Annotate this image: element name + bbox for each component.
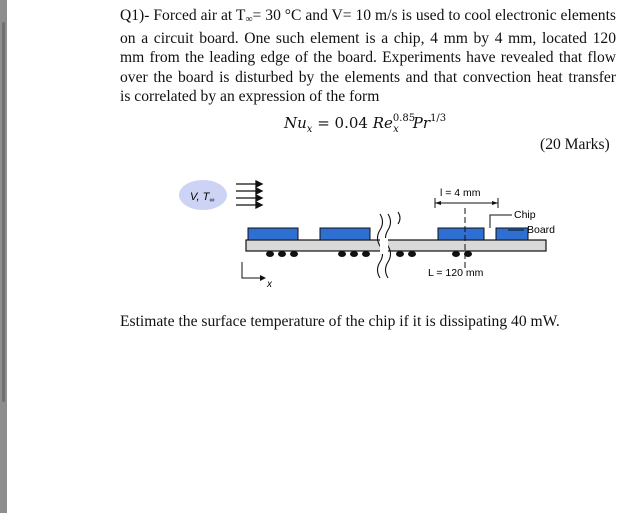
question-line-4: over the board is disturbed by the elements and that convection heat transfer [120, 68, 616, 86]
chip-label: Chip [514, 209, 536, 221]
chip-board-diagram [170, 170, 590, 295]
question-line-5: is correlated by an expression of the form [120, 87, 380, 105]
nusselt-correlation-formula: $Nu_x = 0.04$ $Re^{0.85}_x$ $Pr^{1/3}$ [284, 113, 447, 135]
board-label: Board [527, 224, 556, 236]
marks-label: (20 Marks) [540, 136, 610, 153]
flow-arrows [236, 181, 262, 208]
page-edge-scroll-indicator [2, 22, 5, 402]
question-line-3: mm from the leading edge of the board. Experiments have revealed that flow [120, 49, 616, 67]
board-break-gap [380, 238, 388, 254]
x-axis [242, 262, 260, 278]
chip-leader [490, 215, 512, 228]
x-axis-label: x [267, 279, 272, 290]
task-text: Estimate the surface temperature of the chip if it is dissipating 40 mW. [120, 313, 560, 330]
location-label: L = 120 mm [428, 267, 484, 279]
question-text [120, 6, 616, 106]
page-edge-bar [0, 0, 7, 513]
components-bottom [266, 251, 472, 257]
question-line-1: Q1)- Forced air at $T_\infty= 30$ °C and V= 10 m/s is used to cool electronic elements [120, 7, 616, 25]
flow-label: V, T∞ [190, 191, 215, 204]
question-line-2: on a circuit board. One such element is a chip, 4 mm by 4 mm, located 120 [120, 30, 616, 48]
circuit-board [246, 240, 546, 251]
chip-length-label: l = 4 mm [440, 187, 481, 199]
